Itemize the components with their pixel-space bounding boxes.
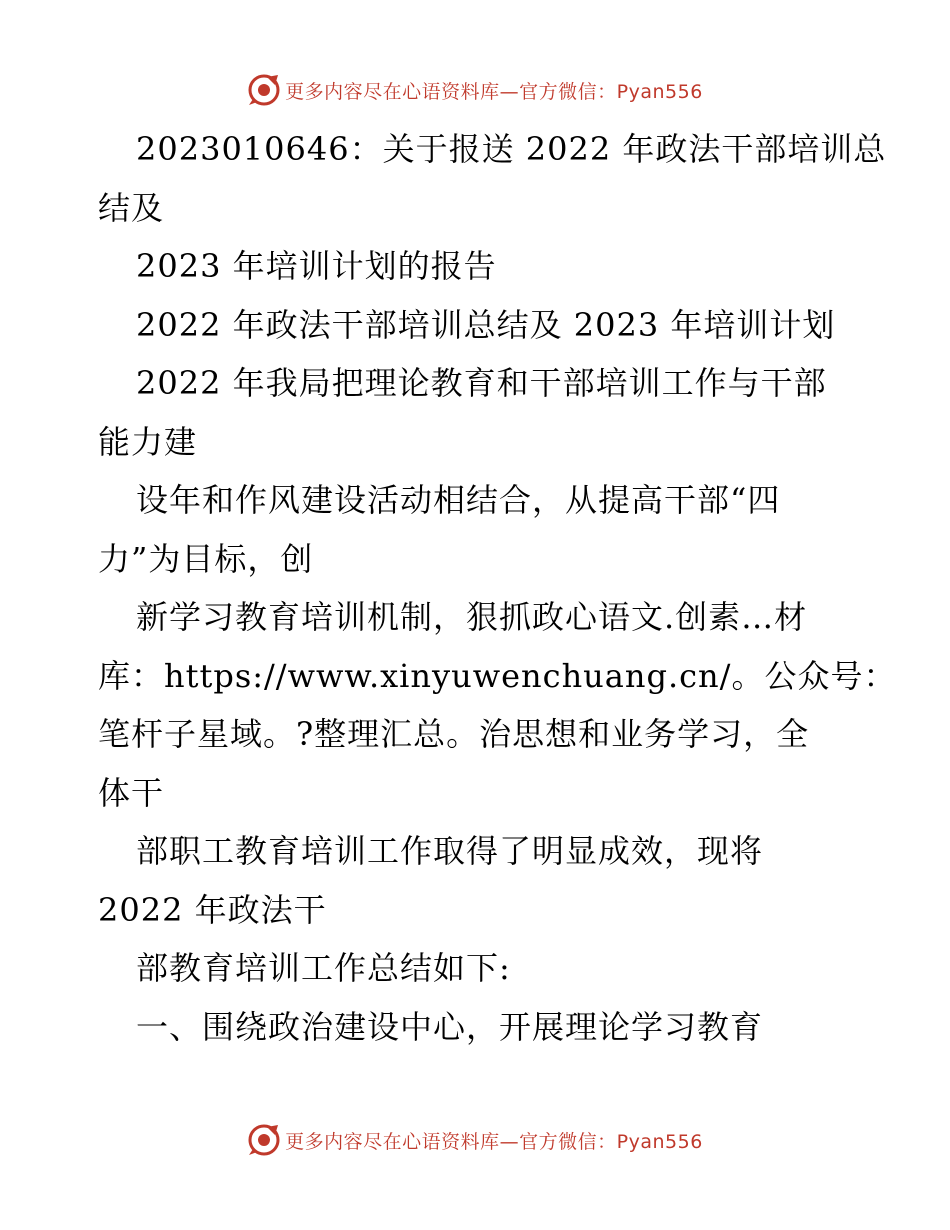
text-line: 设年和作风建设活动相结合，从提高干部“四 [136,481,781,519]
logo-icon [247,1123,281,1157]
header-banner [0,72,950,108]
text-line: 力”为目标，创 [98,539,314,578]
text-line: 库：https://www.xinyuwenchuang.cn/。公众号： [98,656,897,695]
document-body [98,120,897,1056]
logo-icon [247,73,281,107]
banner-text: 更多内容尽在心语资料库—官方微信：Pyan556 [285,1130,703,1153]
text-line: 体干 [98,773,165,812]
text-line: 新学习教育培训机制，狠抓政心语文.创素…材 [136,598,808,636]
text-line: 2023 年培训计划的报告 [136,247,497,285]
footer-banner [0,1122,950,1158]
text-line: 2022 年政法干部培训总结及 2023 年培训计划 [136,305,836,344]
wechat-id: Pyan556 [616,1130,703,1153]
banner-text: 更多内容尽在心语资料库—官方微信：Pyan556 [285,80,703,103]
text-line: 部职工教育培训工作取得了明显成效，现将 [136,832,764,870]
text-line: 结及 [98,188,165,227]
text-line: 2022 年政法干 [98,890,327,929]
text-line: 2022 年我局把理论教育和干部培训工作与干部 [136,364,827,402]
text-line: 能力建 [98,422,198,461]
wechat-id: Pyan556 [616,80,703,103]
text-line: 一、围绕政治建设中心，开展理论学习教育 [136,1007,764,1046]
text-line: 笔杆子星域。?整理汇总。治思想和业务学习，全 [98,715,810,753]
text-line: 2023010646：关于报送 2022 年政法干部培训总 [136,130,887,168]
text-line: 部教育培训工作总结如下: [136,949,511,987]
